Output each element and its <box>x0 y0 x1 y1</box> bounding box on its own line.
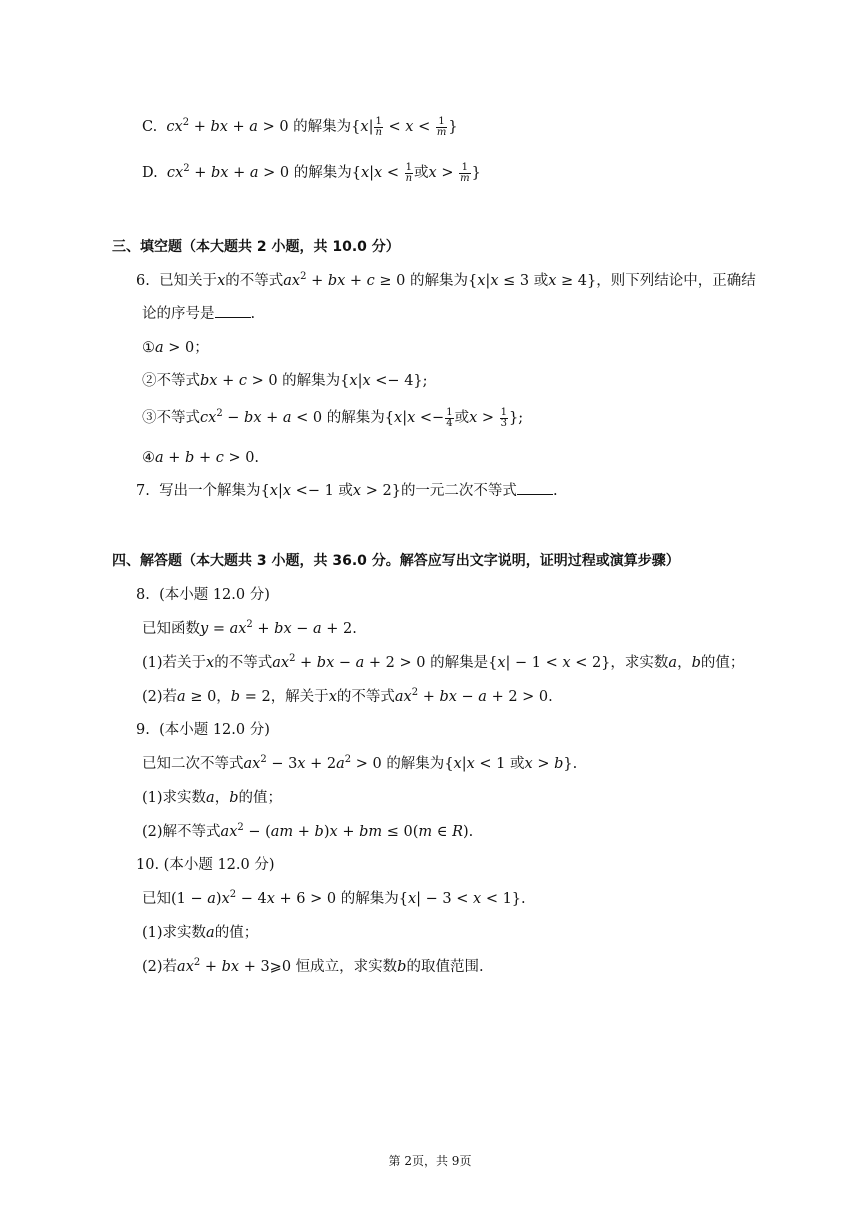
question-10-p1-a: a <box>206 925 215 941</box>
question-6-number: 6. <box>136 273 150 289</box>
question-8-p1-inequality: $ax^2$ + bx − a + 2 > 0 <box>272 653 426 671</box>
question-9-stem-a: 已知二次不等式 <box>142 756 244 772</box>
item-mark: ① <box>142 340 155 356</box>
question-9-part-2 <box>142 821 473 843</box>
question-10-p1: (1)求实数 <box>142 925 207 941</box>
question-8-p1-f: 的值； <box>700 655 745 671</box>
question-10-p2-a: (2)若 <box>142 959 178 975</box>
option-c-label: C. <box>142 119 158 135</box>
question-8-p1-a-var: a <box>668 655 678 671</box>
question-10-p2-inequality: $ax^2$ + bx + 3⩾0 <box>177 957 292 975</box>
question-10-number: 10. <box>136 857 160 873</box>
page-footer: 第 2页，共 9页 <box>388 1154 472 1168</box>
answer-blank <box>517 480 553 495</box>
question-6-line-2-end: . <box>250 306 256 322</box>
question-10-p1-b: 的值； <box>214 925 259 941</box>
question-10-meta: (本小题 12.0 分) <box>163 857 275 873</box>
question-7-end: . <box>552 483 558 499</box>
question-9-number: 9. <box>136 722 150 738</box>
question-6-item-3-math: $cx^2$ − bx + a < 0 <box>200 408 323 426</box>
question-9-p1-b: ， <box>214 790 230 806</box>
question-9-part-1 <box>142 787 282 809</box>
question-9-p1-b-var: b <box>229 790 239 806</box>
item-mark: ③ <box>142 410 157 426</box>
var-x: x <box>217 273 226 289</box>
question-6-inequality: $ax^2$ + bx + c ≥ 0 <box>283 271 406 289</box>
question-6-text-d: ，则下列结论中，正确结 <box>596 273 756 289</box>
question-8-number: 8. <box>136 587 150 603</box>
answer-blank <box>215 303 251 318</box>
question-10-stem <box>142 888 526 910</box>
question-6-item-2-math: bx + c > 0 <box>200 373 278 389</box>
question-8-p1-b: 的不等式 <box>214 655 273 671</box>
question-10-p2-c: 的取值范围. <box>406 959 484 975</box>
question-8-p2-inequality: $ax^2$ + bx − a + 2 > 0. <box>394 687 553 705</box>
question-9-stem-b: 的解集为 <box>386 756 445 772</box>
question-9-stem <box>142 753 577 775</box>
question-8-header <box>136 584 270 606</box>
item-post: 的解集为 <box>282 373 341 389</box>
question-7-number: 7. <box>136 483 150 499</box>
item-post: . <box>254 450 260 466</box>
question-6-line-2-text: 论的序号是 <box>142 306 215 322</box>
question-9-set: {x|x < 1 或x > b}. <box>444 756 578 772</box>
section-4-heading: 四、解答题（本大题共 3 小题，共 36.0 分。解答应写出文字说明，证明过程或演算步骤） <box>112 553 680 569</box>
question-10-p2-b: 恒成立，求实数 <box>295 959 398 975</box>
option-d-or: 或 <box>414 165 429 181</box>
question-8-p2-d: 的不等式 <box>336 689 395 705</box>
question-6-item-4 <box>142 447 259 469</box>
question-10-stem-b: 的解集为 <box>340 891 399 907</box>
question-7-set: {x|x <− 1 或x > 2} <box>260 483 401 499</box>
option-d-solution-set: {x|x < $\frac{1}{n}$ <box>351 161 413 184</box>
question-6-item-4-math: a + b + c > 0 <box>155 450 255 466</box>
question-10-part-2 <box>142 956 484 978</box>
question-9-p2-inequality: $ax^2 - (am + b)x$ + bm ≤ 0(m ∈ R). <box>220 822 474 840</box>
question-6-item-2-set: {x|x <− 4}; <box>340 373 428 389</box>
question-7-text-b: 的一元二次不等式 <box>400 483 517 499</box>
item-pre: 不等式 <box>156 373 200 389</box>
question-8-p2-cond-b: b = 2 <box>230 689 271 705</box>
question-8-p1-set: {x| − 1 < x < 2} <box>488 655 611 671</box>
item-pre: 不等式 <box>156 410 200 426</box>
question-8-p2-a: 若 <box>162 689 178 705</box>
option-d-solution-set-b: x > $\frac{1}{m}$ } <box>428 161 481 184</box>
question-8-part-2 <box>142 686 553 708</box>
question-8-stem <box>142 618 357 640</box>
question-8-p1-d: ，求实数 <box>610 655 669 671</box>
question-7-text-a: 写出一个解集为 <box>159 483 261 499</box>
option-d <box>142 162 481 184</box>
question-6 <box>136 270 756 292</box>
question-8-p2-cond-a: a ≥ 0 <box>177 689 217 705</box>
question-8-meta: (本小题 12.0 分) <box>159 587 270 603</box>
question-6-text-b: 的不等式 <box>225 273 284 289</box>
question-6-item-1-math: a > 0 <box>155 340 195 356</box>
question-6-item-1 <box>142 337 209 359</box>
question-10-stem-a: 已知 <box>142 891 171 907</box>
question-6-item-3 <box>142 407 523 429</box>
question-7 <box>136 480 558 502</box>
question-6-item-3-set: {x|x <− $\frac{1}{4}$ 或x > $\frac{1}{3}$ }; <box>384 406 524 429</box>
question-8-p1-c: 的解集是 <box>430 655 489 671</box>
question-6-text-c: 的解集为 <box>410 273 468 289</box>
part-label: (1) <box>142 655 163 671</box>
question-8-p2-b: ， <box>216 689 231 705</box>
question-10-inequality: $(1 - a)x^2 - 4x + 6 > 0$ <box>171 889 337 907</box>
section-3-heading: 三、填空题（本大题共 2 小题，共 10.0 分） <box>112 239 400 255</box>
question-8-p2-c: ，解关于 <box>270 689 329 705</box>
question-6-text-a: 已知关于 <box>159 273 218 289</box>
question-10-part-1 <box>142 922 258 944</box>
part-label: (2) <box>142 689 163 705</box>
question-9-p1: (1)求实数 <box>142 790 207 806</box>
option-c-text: 的解集为 <box>293 119 352 135</box>
question-8-p1-x: x <box>206 655 215 671</box>
question-8-p1-a: 若关于 <box>162 655 207 671</box>
question-8-p1-b-var: b <box>691 655 701 671</box>
question-8-stem-text: 已知函数 <box>142 621 200 637</box>
question-9-header <box>136 719 270 741</box>
item-post: 的解集为 <box>326 410 385 426</box>
option-c-inequality: $cx^2$ + bx + a > 0 <box>161 117 289 135</box>
question-10-set: {x| − 3 < x < 1}. <box>398 891 526 907</box>
question-8-part-1 <box>142 652 744 674</box>
question-6-solution-set: {x|x ≤ 3 或x ≥ 4} <box>468 273 597 289</box>
question-10-p2-b-var: b <box>397 959 407 975</box>
question-10-header <box>136 854 275 876</box>
option-c <box>142 116 458 138</box>
option-d-label: D. <box>142 165 158 181</box>
question-8-function: $y = ax^2$ + bx − a + 2. <box>200 619 357 637</box>
question-9-p1-c: 的值； <box>238 790 282 806</box>
item-mark: ④ <box>142 450 155 466</box>
option-d-inequality: $cx^2$ + bx + a > 0 <box>162 163 290 181</box>
option-d-text: 的解集为 <box>293 165 352 181</box>
question-8-p1-e: ， <box>677 655 692 671</box>
question-9-p1-a: a <box>206 790 215 806</box>
item-post: ； <box>194 340 209 356</box>
question-9-inequality: $ax^2 - 3x + 2a^2 > 0$ <box>243 754 382 772</box>
item-mark: ② <box>142 373 157 389</box>
question-9-meta: (本小题 12.0 分) <box>159 722 270 738</box>
question-6-item-2 <box>142 370 428 392</box>
option-c-solution-set: {x| $\frac{1}{n}$ < x < $\frac{1}{m}$ } <box>351 115 458 138</box>
question-8-p2-x: x <box>328 689 337 705</box>
question-6-line-2 <box>142 303 255 325</box>
question-9-p2: (2)解不等式 <box>142 824 221 840</box>
